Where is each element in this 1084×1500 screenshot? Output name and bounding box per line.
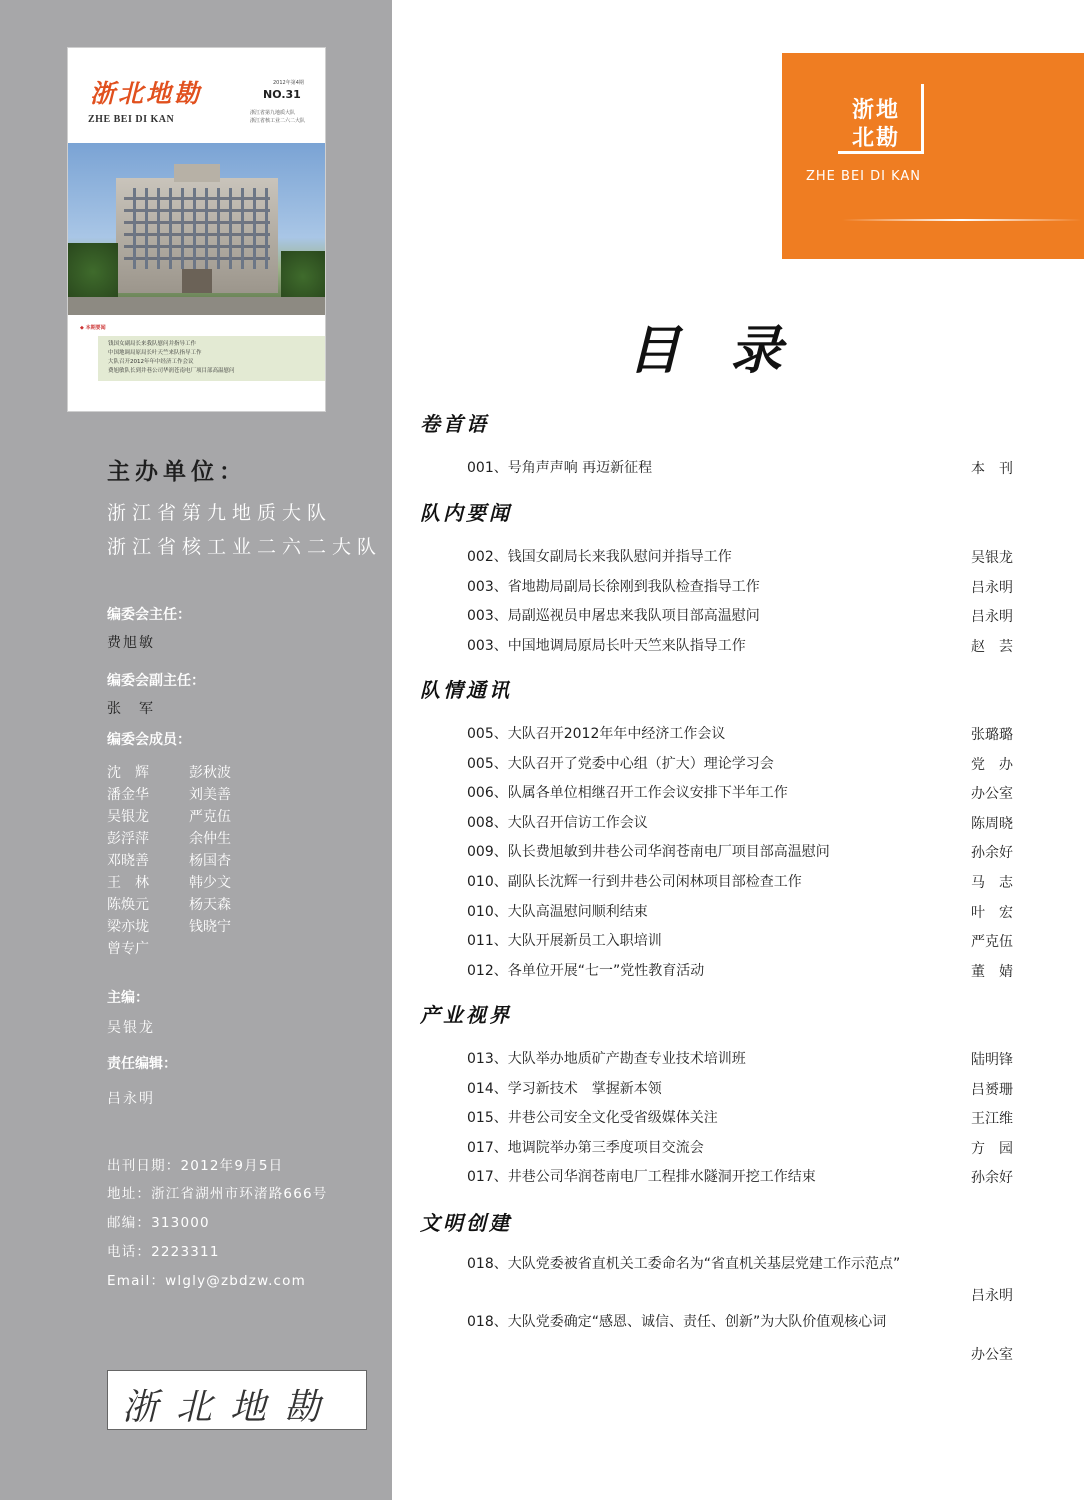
cover-building-photo <box>68 143 325 315</box>
cover-feature-line: 中国地调局原局长叶天竺来队指导工作 <box>108 350 202 356</box>
toc-entry[interactable]: 003、省地勘局副局长徐刚到我队检查指导工作 <box>467 579 760 595</box>
toc-entry[interactable]: 018、大队党委被省直机关工委命名为“省直机关基层党建工作示范点” <box>467 1256 901 1272</box>
member-name: 钱晓宁 <box>189 919 231 935</box>
member-name: 潘金华 <box>107 787 149 803</box>
editor-name: 吴银龙 <box>107 1020 155 1036</box>
toc-author: 孙余好 <box>971 845 1013 861</box>
toc-section-heading: 产业视界 <box>420 1003 512 1027</box>
toc-author: 办公室 <box>971 1347 1013 1363</box>
director-label: 编委会主任： <box>107 607 191 623</box>
toc-author: 张璐璐 <box>971 727 1013 743</box>
toc-author: 孙余好 <box>971 1170 1013 1186</box>
logo-text-line: 北勘 <box>852 126 901 151</box>
toc-author: 陈周晓 <box>971 816 1013 832</box>
cover-small-text <box>250 109 305 125</box>
vice-director-name: 张 军 <box>107 701 155 717</box>
director-name: 费旭敏 <box>107 635 155 651</box>
sidebar <box>0 0 392 1500</box>
toc-section-heading: 卷首语 <box>420 412 489 436</box>
responsible-editor-label: 责任编辑： <box>107 1056 177 1072</box>
toc-author: 陆明锋 <box>971 1052 1013 1068</box>
cover-issue-number: NO.31 <box>263 88 301 101</box>
toc-entry[interactable]: 001、号角声声响 再迈新征程 <box>467 460 653 476</box>
toc-entry[interactable]: 003、局副巡视员申屠忠来我队项目部高温慰问 <box>467 608 760 624</box>
cover-subtitle: ZHE BEI DI KAN <box>88 114 175 125</box>
publish-date: 出刊日期：2012年9月5日 <box>107 1158 284 1174</box>
cover-small-line: 浙江省第九地质大队 <box>250 110 296 116</box>
member-name: 彭秋波 <box>189 765 231 781</box>
ground-shape <box>68 297 325 315</box>
toc-entry[interactable]: 002、钱国女副局长来我队慰问并指导工作 <box>467 549 732 565</box>
toc-author: 叶 宏 <box>971 905 1013 921</box>
calligraphy-signature <box>107 1370 367 1430</box>
toc-author: 马 志 <box>971 875 1013 891</box>
cover-year: 2012年第4期 <box>273 80 304 86</box>
postcode: 邮编：313000 <box>107 1215 210 1231</box>
member-name: 彭浮萍 <box>107 831 149 847</box>
editor-label: 主编： <box>107 990 149 1006</box>
cover-feature-line: 费旭敏队长到井巷公司华润苍南电厂项目部高温慰问 <box>108 368 235 374</box>
phone: 电话：2223311 <box>107 1244 220 1260</box>
toc-author: 吕赟珊 <box>971 1082 1013 1098</box>
sponsor-line: 浙江省第九地质大队 <box>107 502 333 524</box>
sponsor-line: 浙江省核工业二六二大队 <box>107 536 383 558</box>
toc-entry[interactable]: 008、大队召开信访工作会议 <box>467 815 648 831</box>
logo-subtitle: ZHE BEI DI KAN <box>806 169 922 184</box>
toc-title: 目录 <box>628 321 833 381</box>
toc-entry[interactable]: 006、队属各单位相继召开工作会议安排下半年工作 <box>467 785 788 801</box>
cover-thumbnail <box>68 48 325 411</box>
toc-author: 本 刊 <box>971 461 1013 477</box>
toc-entry[interactable]: 017、井巷公司华润苍南电厂工程排水隧洞开挖工作结束 <box>467 1169 816 1185</box>
toc-entry[interactable]: 012、各单位开展“七一”党性教育活动 <box>467 963 705 979</box>
toc-author: 严克伍 <box>971 934 1013 950</box>
vice-director-label: 编委会副主任： <box>107 673 205 689</box>
logo-divider <box>842 219 1082 221</box>
toc-entry[interactable]: 015、井巷公司安全文化受省级媒体关注 <box>467 1110 718 1126</box>
toc-author: 吴银龙 <box>971 550 1013 566</box>
sponsor-label: 主办单位： <box>107 459 247 485</box>
toc-entry[interactable]: 013、大队举办地质矿产勘查专业技术培训班 <box>467 1051 746 1067</box>
toc-entry[interactable]: 017、地调院举办第三季度项目交流会 <box>467 1140 704 1156</box>
cover-title: 浙北地勘 <box>90 79 203 108</box>
member-name: 余仲生 <box>189 831 231 847</box>
address: 地址：浙江省湖州市环渚路666号 <box>107 1186 328 1202</box>
signature-text: 浙北地勘 <box>122 1387 339 1428</box>
cover-small-line: 浙江省核工业二六二大队 <box>250 118 306 124</box>
toc-author: 赵 芸 <box>971 639 1013 655</box>
logo-panel <box>782 53 1084 259</box>
toc-entry[interactable]: 011、大队开展新员工入职培训 <box>467 933 662 949</box>
responsible-editor-name: 吕永明 <box>107 1091 155 1107</box>
email: Email：wlgly@zbdzw.com <box>107 1273 306 1289</box>
toc-entry[interactable]: 005、大队召开了党委中心组（扩大）理论学习会 <box>467 756 774 772</box>
toc-author: 董 婧 <box>971 964 1013 980</box>
toc-author: 吕永明 <box>971 1288 1013 1304</box>
member-name: 杨国杏 <box>189 853 231 869</box>
member-name: 梁亦垅 <box>107 919 149 935</box>
member-name: 杨天森 <box>189 897 231 913</box>
member-name: 曾专广 <box>107 941 149 957</box>
toc-author: 办公室 <box>971 786 1013 802</box>
toc-entry[interactable]: 010、副队长沈辉一行到井巷公司闲林项目部检查工作 <box>467 874 802 890</box>
toc-entry[interactable]: 010、大队高温慰问顺利结束 <box>467 904 648 920</box>
member-name: 陈焕元 <box>107 897 149 913</box>
building-shape <box>116 178 278 293</box>
toc-entry[interactable]: 014、学习新技术 掌握新本领 <box>467 1081 662 1097</box>
toc-section-heading: 队情通讯 <box>420 678 512 702</box>
toc-section-heading: 文明创建 <box>420 1211 512 1235</box>
member-name: 沈 辉 <box>107 765 149 781</box>
member-name: 吴银龙 <box>107 809 149 825</box>
cover-feature-lines <box>98 336 325 381</box>
toc-entry[interactable]: 003、中国地调局原局长叶天竺来队指导工作 <box>467 638 746 654</box>
toc-author: 吕永明 <box>971 580 1013 596</box>
toc-entry[interactable]: 005、大队召开2012年年中经济工作会议 <box>467 726 726 742</box>
toc-entry[interactable]: 009、队长费旭敏到井巷公司华润苍南电厂项目部高温慰问 <box>467 844 830 860</box>
toc-author: 方 园 <box>971 1141 1013 1157</box>
toc-section-heading: 队内要闻 <box>420 501 512 525</box>
member-name: 邓晓善 <box>107 853 149 869</box>
cover-feature-label: ◆ 本期要闻 <box>80 325 106 331</box>
toc-entry[interactable]: 018、大队党委确定“感恩、诚信、责任、创新”为大队价值观核心词 <box>467 1314 887 1330</box>
member-name: 王 林 <box>107 875 149 891</box>
cover-feature-line: 钱国女副局长来我队慰问并指导工作 <box>108 341 197 347</box>
toc-author: 王江维 <box>971 1111 1013 1127</box>
toc-author: 党 办 <box>971 757 1013 773</box>
members-label: 编委会成员： <box>107 732 191 748</box>
member-name: 严克伍 <box>189 809 231 825</box>
logo-text-line: 浙地 <box>852 98 901 123</box>
cover-feature-line: 大队召开2012年年中经济工作会议 <box>108 359 194 365</box>
member-name: 刘美善 <box>189 787 231 803</box>
member-name: 韩少文 <box>189 875 231 891</box>
toc-author: 吕永明 <box>971 609 1013 625</box>
